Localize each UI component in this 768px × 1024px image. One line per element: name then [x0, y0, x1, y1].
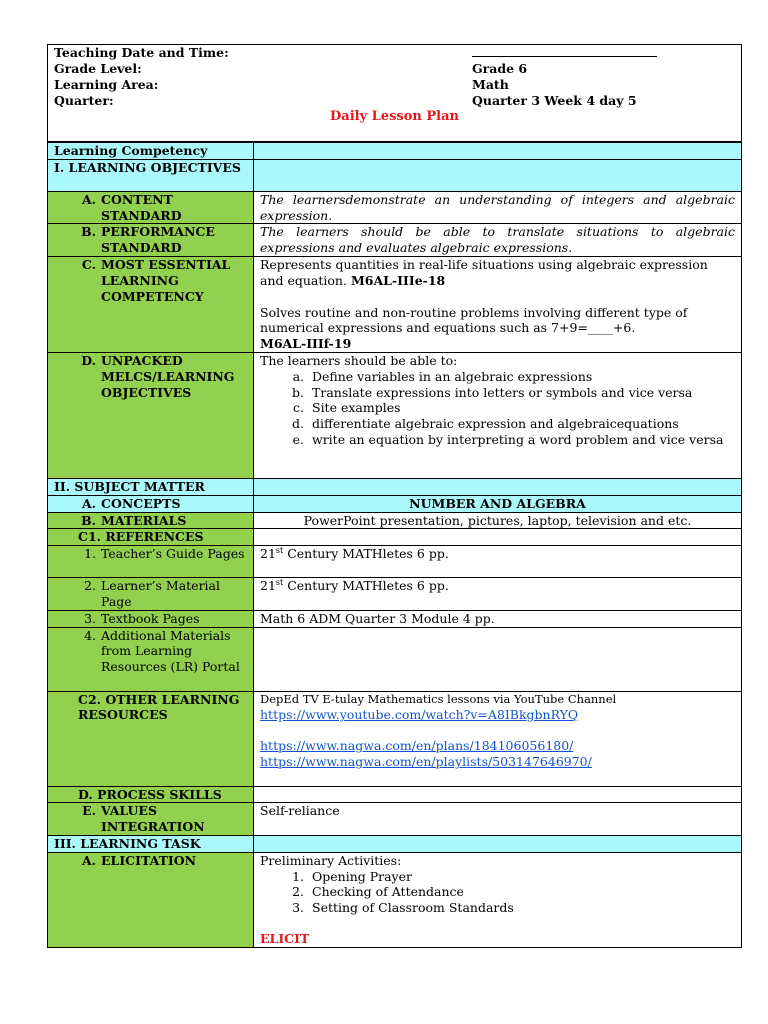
header-block [47, 44, 742, 142]
performance-standard-value: The learners should be able to translate situations to algebraic expressions and evaluates algebraic expressions. [254, 224, 742, 257]
lesson-plan-table [47, 142, 742, 948]
grade-level-label: Grade Level: [54, 61, 142, 76]
competency-label: Learning Competency [48, 143, 254, 160]
list-marker: e. [292, 431, 304, 447]
elicitation-row: A. ELICITATION Preliminary Activities: 1. Opening Prayer 2. Checking of Attendance 3. Setting of Classroom Standards ELICIT [48, 852, 742, 947]
objectives-heading-row [48, 159, 742, 191]
quarter-value: Quarter 3 Week 4 day 5 [472, 93, 637, 108]
process-skills-label: D. PROCESS SKILLS [48, 786, 254, 803]
list-text: Translate expressions into letters or symbols and vice versa [312, 384, 693, 400]
process-skills-row [48, 786, 742, 803]
content-standard-value: The learnersdemonstrate an understanding of integers and algebraic expression. [254, 191, 742, 224]
concepts-value: NUMBER AND ALGEBRA [254, 495, 742, 512]
concepts-label: CONCEPTS [101, 495, 181, 511]
subject-matter-row [48, 478, 742, 495]
list-item [260, 416, 735, 432]
list-item [260, 884, 735, 900]
header-left-labels [54, 45, 229, 109]
list-marker: b. [292, 384, 304, 400]
melc-code-2: M6AL-IIIf-19 [260, 336, 352, 352]
preliminary-list [260, 869, 735, 916]
other-resources-row [48, 691, 742, 786]
elicitation-label: ELICITATION [101, 852, 197, 868]
header-right-values [472, 45, 657, 109]
list-marker: 3. [292, 900, 304, 916]
melc-value: Represents quantities in real-life situations using algebraic expression and equation. M6AL-IIIe-18 Solves routine and non-routine problems involving different type of numerical expressions and equations such as 7+9=____+6. M6AL-IIIf-19 [254, 256, 742, 352]
melc-row: C. MOST ESSENTIAL LEARNING COMPETENCY Represents quantities in real-life situations using algebraic expression and equation. M6AL-IIIe-18 Solves routine and non-routine problems involving different type of numerical expressions and equations such as 7+9=____+6. M6AL-IIIf-19 [48, 256, 742, 352]
references-row [48, 529, 742, 546]
elicitation-value: Preliminary Activities: 1. Opening Prayer 2. Checking of Attendance 3. Setting of Classroom Standards ELICIT [254, 852, 742, 947]
grade-value: Grade 6 [472, 61, 528, 76]
reference-row-3: 3. Textbook Pages Math 6 ADM Quarter 3 Module 4 pp. [48, 610, 742, 627]
list-text: Opening Prayer [312, 868, 412, 884]
performance-standard-label: PERFORMANCE STANDARD [101, 224, 215, 256]
list-marker: d. [292, 416, 304, 432]
values-label: VALUES INTEGRATION [101, 803, 205, 835]
date-blank-line [472, 45, 657, 57]
learning-task-heading: III. LEARNING TASK [48, 835, 254, 852]
list-item [260, 369, 735, 385]
materials-label: MATERIALS [101, 512, 187, 528]
subject-matter-heading: II. SUBJECT MATTER [48, 478, 254, 495]
elicit-label: ELICIT [260, 930, 310, 946]
list-item [260, 385, 735, 401]
list-text: write an equation by interpreting a word problem and vice versa [312, 431, 724, 447]
list-item [260, 432, 735, 448]
melc-code-1: M6AL-IIIe-18 [350, 272, 446, 288]
list-text: Setting of Classroom Standards [312, 900, 514, 916]
learning-area-label: Learning Area: [54, 77, 159, 92]
melc-label: MOST ESSENTIAL LEARNING COMPETENCY [101, 256, 231, 304]
other-resources-label: C2. OTHER LEARNING RESOURCES [78, 691, 240, 723]
objectives-heading: I. LEARNING OBJECTIVES [48, 159, 254, 191]
objectives-list [260, 369, 735, 448]
list-item [260, 900, 735, 916]
materials-row: B. MATERIALS PowerPoint presentation, pictures, laptop, television and etc. [48, 512, 742, 529]
performance-standard-row: B. PERFORMANCE STANDARD The learners should be able to translate situations to algebraic expressions and evaluates algebraic expressions. [48, 224, 742, 257]
lesson-plan-page [47, 44, 742, 948]
unpacked-row: D. UNPACKED MELCS/LEARNING OBJECTIVES The learners should be able to: a. Define variables in an algebraic expressions b. Translate expressions into letters or symbols and vice versa c. Site examples d. differentiate algebraic expression and algebraicequations e. write an equation by interpreting a word problem and vice versa [48, 352, 742, 478]
nagwa-plans-link[interactable]: https://www.nagwa.com/en/plans/184106056180/ [260, 738, 574, 754]
area-value: Math [472, 77, 509, 92]
unpacked-value: The learners should be able to: a. Define variables in an algebraic expressions b. Translate expressions into letters or symbols and vice versa c. Site examples d. differentiate algebraic expression and algebraicequations e. write an equation by interpreting a word problem and vice versa [254, 352, 742, 478]
list-text: Checking of Attendance [312, 884, 464, 900]
quarter-label: Quarter: [54, 93, 114, 108]
competency-value [254, 143, 742, 160]
list-text: Define variables in an algebraic expressions [312, 368, 593, 384]
nagwa-playlists-link[interactable]: https://www.nagwa.com/en/playlists/503147646970/ [260, 753, 592, 769]
reference-row-2: 2. Learner’s Material Page 21st Century MATHletes 6 pp. [48, 578, 742, 611]
list-item [260, 869, 735, 885]
list-marker: a. [292, 368, 304, 384]
youtube-link[interactable]: https://www.youtube.com/watch?v=A8IBkgbnRYQ [260, 707, 579, 723]
other-resources-value: DepEd TV E-tulay Mathematics lessons via YouTube Channel https://www.youtube.com/watch?v=A8IBkgbnRYQ https://www.nagwa.com/en/plans/184106056180/ https://www.nagwa.com/en/playlists/503147646970/ [254, 691, 742, 786]
concepts-row: A. CONCEPTS NUMBER AND ALGEBRA [48, 495, 742, 512]
list-text: differentiate algebraic expression and algebraicequations [312, 416, 679, 432]
reference-row-4: 4. Additional Materials from Learning Resources (LR) Portal [48, 627, 742, 691]
competency-row [48, 143, 742, 160]
values-value: Self-reliance [254, 803, 742, 836]
list-text: Site examples [312, 400, 401, 416]
reference-row-1: 1. Teacher’s Guide Pages 21st Century MATHletes 6 pp. [48, 546, 742, 578]
content-standard-row: A. CONTENT STANDARD The learnersdemonstrate an understanding of integers and algebraic expression. [48, 191, 742, 224]
list-marker: 2. [292, 884, 304, 900]
learning-task-row [48, 835, 742, 852]
document-title: Daily Lesson Plan [330, 109, 459, 124]
list-marker: c. [293, 400, 304, 416]
unpacked-label: UNPACKED MELCS/LEARNING OBJECTIVES [101, 352, 235, 400]
teaching-date-label: Teaching Date and Time: [54, 45, 229, 60]
list-item [260, 400, 735, 416]
content-standard-label: CONTENT STANDARD [101, 191, 182, 223]
values-row: E. VALUES INTEGRATION Self-reliance [48, 803, 742, 836]
references-label: C1. REFERENCES [48, 529, 254, 546]
materials-value: PowerPoint presentation, pictures, laptop, television and etc. [254, 512, 742, 529]
list-marker: 1. [292, 868, 304, 884]
